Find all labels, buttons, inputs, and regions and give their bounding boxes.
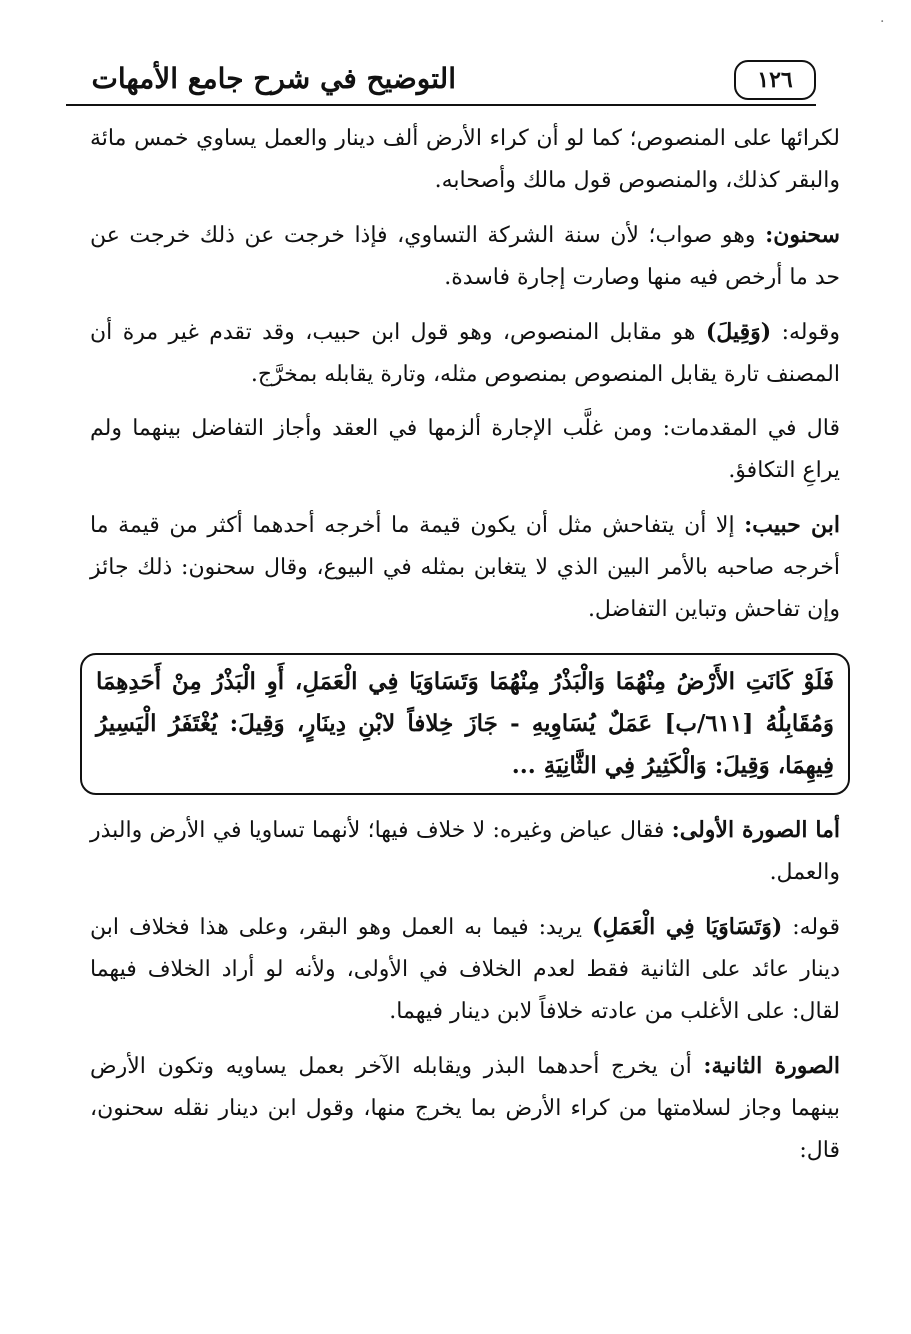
paragraph-5 [90,504,840,631]
matn-text-box: فَلَوْ كَانَتِ الأَرْضُ مِنْهُمَا وَالْبَذْرُ مِنْهُمَا وَتَسَاوَيَا فِي الْعَمَلِ، أَوِ الْبَذْرُ مِنْ أَحَدِهِمَا وَمُقَابِلُهُ [٦١١/ب] عَمَلٌ يُسَاوِيهِ - جَازَ خِلافاً لابْنِ دِينَارٍ، وَقِيلَ: يُغْتَفَرُ الْيَسِيرُ فِيهِمَا، وَقِيلَ: وَالْكَثِيرُ فِي الثَّانِيَةِ ... [80,653,850,795]
section-label: أما الصورة الأولى: [671,817,840,843]
paragraph-text: وهو صواب؛ لأن سنة الشركة التساوي، فإذا خرجت عن ذلك خرجت عن حد ما أرخص فيه منها وصارت إجارة فاسدة. [90,223,840,290]
paragraph-text: إلا أن يتفاحش مثل أن يكون قيمة ما أخرجه أحدهما أكثر من قيمة ما أخرجه صاحبه بالأمر البين الذي لا يتغابن بمثله في البيوع، وقال سحنون: ذلك جائز وإن تفاحش وتباين التفاضل. [90,513,840,622]
paragraph-3 [90,311,840,396]
quoted-term: (وَتَسَاوَيَا فِي الْعَمَلِ) [591,914,783,940]
page-header [66,60,816,106]
quoted-term: (وَقِيلَ) [705,319,772,345]
paragraph-7 [90,906,840,1033]
paragraph-prefix: وقوله: [771,320,840,345]
paragraph-8 [90,1045,840,1172]
speaker-label: سحنون: [765,222,840,248]
paragraph-2 [90,214,840,299]
page-number: ١٢٦ [734,60,816,100]
paragraph-prefix: قوله: [782,915,840,940]
paragraph-text: فقال عياض وغيره: لا خلاف فيها؛ لأنهما تساويا في الأرض والبذر والعمل. [90,818,840,885]
speaker-label: ابن حبيب: [744,512,840,538]
paragraph-1 [90,118,840,202]
book-title: التوضيح في شرح جامع الأمهات [91,62,456,95]
section-label: الصورة الثانية: [703,1053,840,1079]
paragraph-6 [90,809,840,894]
scan-corner-mark: · [880,14,885,30]
header-divider [66,104,816,106]
paragraph-4 [90,408,840,492]
paragraph-text: قال في المقدمات: ومن غلَّب الإجارة ألزمها في العقد وأجاز التفاضل بينهما ولم يراعِ التكافؤ. [90,416,840,483]
paragraph-text: لكرائها على المنصوص؛ كما لو أن كراء الأرض ألف دينار والعمل يساوي خمس مائة والبقر كذلك، والمنصوص قول مالك وأصحابه. [90,126,840,193]
paragraph-text: يريد: فيما به العمل وهو البقر، وعلى هذا فخلاف ابن دينار عائد على الثانية فقط لعدم الخلاف في الأولى، ولأنه لو أراد الخلاف فيهما لقال: على الأغلب من عادته خلافاً لابن دينار فيهما. [90,915,841,1024]
page-body [90,118,840,1184]
paragraph-text: أن يخرج أحدهما البذر ويقابله الآخر بعمل يساويه وتكون الأرض بينهما وجاز لسلامتها من كراء الأرض بما يخرج منها، وقول ابن دينار نقله سحنون، قال: [90,1054,840,1163]
paragraph-text: هو مقابل المنصوص، وهو قول ابن حبيب، وقد تقدم غير مرة أن المصنف تارة يقابل المنصوص بمنصوص مثله، وتارة يقابله بمخرَّج. [90,320,840,387]
